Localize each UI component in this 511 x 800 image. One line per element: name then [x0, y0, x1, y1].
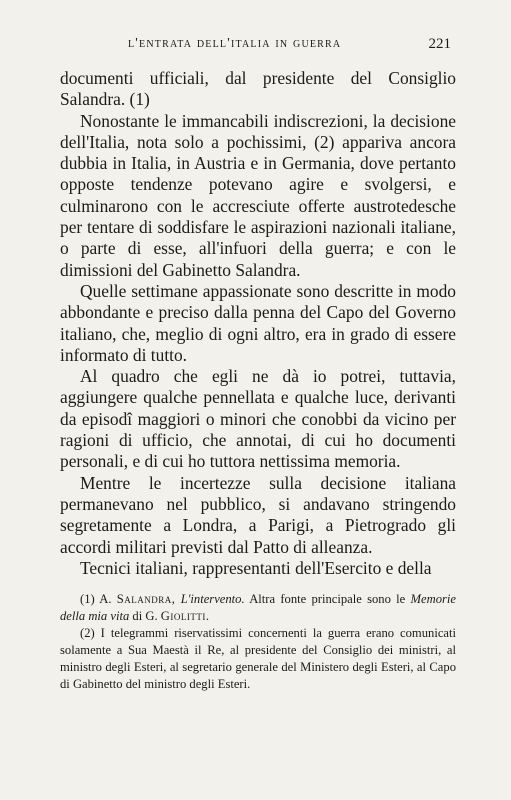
- running-title: l'entrata dell'italia in guerra: [128, 36, 342, 51]
- paragraph: Nonostante le immancabili indiscrezioni, la decisione dell'Italia, nota solo a pochissimi, (2) appariva ancora dubbia in Italia, in Austria e in Germania, dove pertanto opposte tendenze potevano agire e svolgersi, e culminarono con le accresciute offerte austrotedesche per tentare di soddisfare le aspirazioni nazionali italiane, o parte di esse, all'infuori della guerra; e con le dimissioni del Gabinetto Salandra.: [60, 110, 456, 280]
- footnote-author: Salandra,: [116, 592, 176, 606]
- footnote-title: Memorie della mia vita: [60, 592, 457, 623]
- footnote-1: [60, 591, 456, 625]
- paragraph: documenti ufficiali, dal presidente del Consiglio Salandra. (1): [60, 68, 456, 110]
- footnote-author: Giolitti.: [160, 609, 210, 623]
- page-number: 221: [428, 36, 451, 52]
- paragraph: Mentre le incertezze sulla decisione italiana permanevano nel pubblico, si andavano stringendo segretamente a Londra, a Parigi, a Pietrogrado gli accordi militari previsti dal Patto di alleanza.: [60, 472, 456, 557]
- body-text: [60, 68, 456, 579]
- paragraph: Al quadro che egli ne dà io potrei, tuttavia, aggiungere qualche pennellata e qualche luce, derivanti da episodî maggiori o minori che conobbi da vicino per ragioni di ufficio, che annotai, di cui ho documenti personali, e di cui ho tuttora nettissima memoria.: [60, 366, 456, 472]
- footnote-text: di G.: [132, 609, 158, 623]
- page-header: [60, 36, 451, 56]
- footnote-title: L'intervento.: [180, 592, 245, 606]
- footnotes: [60, 591, 456, 693]
- footnote-2: (2) I telegrammi riservatissimi concernenti la guerra erano comunicati solamente a Sua Maestà il Re, al presidente del Consiglio dei ministri, al ministro degli Esteri, al segretario generale del Ministero degli Esteri, al Capo di Gabinetto del ministro degli Esteri.: [60, 626, 456, 691]
- paragraph: Tecnici italiani, rappresentanti dell'Esercito e della: [80, 557, 432, 578]
- footnote-marker: (1) A.: [80, 592, 112, 606]
- paragraph: Quelle settimane appassionate sono descritte in modo abbondante e preciso dalla penna del Capo del Governo italiano, che, meglio di ogni altro, era in grado di essere informato di tutto.: [60, 280, 456, 365]
- footnote-text: Altra fonte principale sono le: [249, 592, 406, 606]
